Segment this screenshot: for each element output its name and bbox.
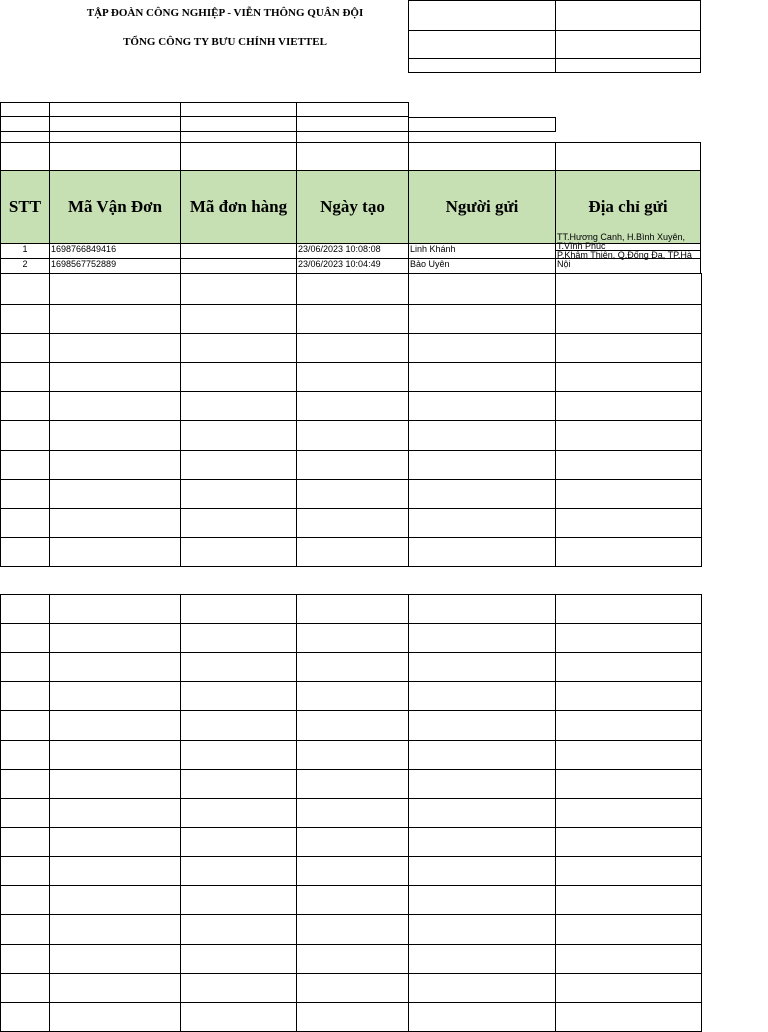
empty-cell — [555, 798, 702, 828]
empty-cell — [555, 594, 702, 624]
empty-cell — [555, 856, 702, 886]
empty-cell — [296, 740, 409, 770]
empty-cell — [0, 333, 50, 363]
empty-cell — [408, 944, 556, 974]
empty-cell — [296, 652, 409, 682]
info-cell — [555, 58, 701, 73]
empty-cell — [555, 652, 702, 682]
empty-cell — [555, 508, 702, 538]
empty-cell — [49, 914, 181, 945]
cell-dia-chi-gui: TT.Hương Canh, H.Bình Xuyên, T.Vĩnh Phúc — [555, 233, 701, 259]
empty-cell — [49, 944, 181, 974]
empty-cell — [555, 479, 702, 509]
empty-cell — [0, 362, 50, 392]
empty-cell — [0, 681, 50, 711]
cell-ma-van-don: 1698567752889 — [49, 258, 181, 274]
grid-cell — [0, 142, 50, 171]
empty-cell — [0, 740, 50, 770]
cell-ma-van-don: 1698766849416 — [49, 243, 181, 259]
empty-cell — [555, 273, 702, 305]
empty-cell — [555, 1002, 702, 1032]
info-cell — [408, 30, 556, 59]
empty-cell — [296, 623, 409, 653]
empty-cell — [49, 362, 181, 392]
empty-cell — [0, 273, 50, 305]
empty-cell — [49, 856, 181, 886]
empty-cell — [296, 973, 409, 1003]
column-header-ma-van-don: Mã Vận Đơn — [49, 170, 181, 244]
empty-cell — [555, 710, 702, 741]
empty-cell — [180, 362, 297, 392]
empty-cell — [180, 681, 297, 711]
grid-cell — [49, 142, 181, 171]
empty-cell — [0, 885, 50, 915]
grid-cell — [49, 116, 181, 132]
empty-cell — [49, 798, 181, 828]
empty-cell — [408, 420, 556, 451]
empty-cell — [180, 769, 297, 799]
cell-nguoi-gui: Bảo Uyên — [408, 258, 556, 274]
empty-cell — [296, 273, 409, 305]
cell-stt: 2 — [0, 258, 50, 274]
empty-cell — [49, 594, 181, 624]
empty-cell — [180, 594, 297, 624]
empty-cell — [296, 508, 409, 538]
empty-cell — [296, 885, 409, 915]
empty-cell — [180, 856, 297, 886]
empty-cell — [296, 710, 409, 741]
empty-cell — [0, 420, 50, 451]
empty-cell — [0, 914, 50, 945]
empty-cell — [49, 740, 181, 770]
empty-cell — [180, 740, 297, 770]
empty-cell — [49, 652, 181, 682]
empty-cell — [408, 450, 556, 480]
empty-cell — [296, 333, 409, 363]
empty-cell — [180, 537, 297, 567]
empty-cell — [180, 623, 297, 653]
empty-cell — [180, 391, 297, 421]
cell-nguoi-gui: Linh Khánh — [408, 243, 556, 259]
empty-cell — [0, 450, 50, 480]
empty-cell — [296, 362, 409, 392]
info-cell — [408, 58, 556, 73]
empty-cell — [296, 450, 409, 480]
grid-cell — [296, 102, 409, 117]
empty-cell — [408, 594, 556, 624]
grid-cell — [180, 142, 297, 171]
empty-cell — [555, 827, 702, 857]
empty-cell — [408, 973, 556, 1003]
info-cell — [555, 30, 701, 59]
empty-cell — [296, 681, 409, 711]
empty-cell — [296, 856, 409, 886]
empty-cell — [555, 944, 702, 974]
empty-cell — [555, 681, 702, 711]
empty-cell — [49, 710, 181, 741]
empty-cell — [180, 304, 297, 334]
empty-cell — [408, 710, 556, 741]
empty-cell — [408, 652, 556, 682]
empty-cell — [555, 304, 702, 334]
empty-cell — [408, 623, 556, 653]
grid-cell — [408, 142, 556, 171]
cell-ngay-tao: 23/06/2023 10:08:08 — [296, 243, 409, 259]
empty-cell — [408, 769, 556, 799]
cell-ngay-tao: 23/06/2023 10:04:49 — [296, 258, 409, 274]
empty-cell — [49, 1002, 181, 1032]
grid-cell — [296, 116, 409, 132]
grid-cell — [0, 102, 50, 117]
empty-cell — [0, 623, 50, 653]
empty-cell — [408, 1002, 556, 1032]
empty-cell — [49, 508, 181, 538]
empty-cell — [49, 391, 181, 421]
empty-cell — [408, 827, 556, 857]
empty-cell — [0, 391, 50, 421]
empty-cell — [0, 304, 50, 334]
empty-cell — [0, 798, 50, 828]
empty-cell — [0, 827, 50, 857]
empty-cell — [555, 914, 702, 945]
grid-cell — [180, 102, 297, 117]
empty-cell — [0, 508, 50, 538]
empty-cell — [49, 885, 181, 915]
empty-cell — [180, 827, 297, 857]
empty-cell — [180, 479, 297, 509]
empty-cell — [408, 537, 556, 567]
empty-cell — [555, 420, 702, 451]
empty-cell — [0, 710, 50, 741]
empty-cell — [408, 740, 556, 770]
grid-cell — [49, 102, 181, 117]
org-name-line1: TẬP ĐOÀN CÔNG NGHIỆP - VIỄN THÔNG QUÂN ĐỘI — [86, 7, 364, 19]
cell-stt: 1 — [0, 243, 50, 259]
empty-cell — [180, 710, 297, 741]
empty-cell — [555, 391, 702, 421]
empty-cell — [555, 769, 702, 799]
empty-cell — [49, 304, 181, 334]
empty-cell — [555, 623, 702, 653]
org-name-line2: TỔNG CÔNG TY BƯU CHÍNH VIETTEL — [123, 36, 327, 48]
empty-cell — [0, 769, 50, 799]
empty-cell — [0, 973, 50, 1003]
empty-cell — [180, 973, 297, 1003]
grid-cell — [555, 142, 701, 171]
empty-cell — [555, 885, 702, 915]
empty-cell — [180, 798, 297, 828]
empty-cell — [408, 508, 556, 538]
empty-cell — [180, 914, 297, 945]
empty-cell — [180, 1002, 297, 1032]
empty-cell — [49, 827, 181, 857]
empty-cell — [555, 973, 702, 1003]
empty-cell — [408, 914, 556, 945]
info-cell — [555, 0, 701, 31]
empty-cell — [49, 681, 181, 711]
empty-cell — [0, 537, 50, 567]
cell-dia-chi-gui: P.Khâm Thiên, Q.Đống Đa, TP.Hà Nội — [555, 250, 701, 274]
cell-ma-don-hang — [180, 243, 297, 259]
empty-cell — [0, 944, 50, 974]
empty-cell — [555, 537, 702, 567]
empty-cell — [180, 885, 297, 915]
empty-cell — [0, 479, 50, 509]
empty-cell — [296, 391, 409, 421]
column-header-ngay-tao: Ngày tạo — [296, 170, 409, 244]
empty-cell — [296, 594, 409, 624]
empty-cell — [180, 652, 297, 682]
empty-cell — [555, 450, 702, 480]
empty-cell — [49, 769, 181, 799]
empty-cell — [49, 420, 181, 451]
empty-cell — [296, 798, 409, 828]
empty-cell — [408, 798, 556, 828]
empty-cell — [408, 333, 556, 363]
empty-cell — [49, 450, 181, 480]
empty-cell — [0, 652, 50, 682]
empty-cell — [296, 420, 409, 451]
empty-cell — [408, 479, 556, 509]
empty-cell — [555, 740, 702, 770]
empty-cell — [296, 944, 409, 974]
info-cell — [408, 0, 556, 31]
column-header-stt: STT — [0, 170, 50, 244]
empty-cell — [296, 1002, 409, 1032]
empty-cell — [180, 273, 297, 305]
empty-cell — [49, 537, 181, 567]
column-header-ma-don-hang: Mã đơn hàng — [180, 170, 297, 244]
empty-cell — [408, 681, 556, 711]
empty-cell — [296, 479, 409, 509]
empty-cell — [296, 827, 409, 857]
empty-cell — [49, 273, 181, 305]
empty-cell — [408, 273, 556, 305]
empty-cell — [408, 856, 556, 886]
grid-cell — [180, 116, 297, 132]
empty-cell — [0, 856, 50, 886]
empty-cell — [49, 333, 181, 363]
empty-cell — [180, 333, 297, 363]
empty-cell — [296, 537, 409, 567]
empty-cell — [408, 885, 556, 915]
empty-cell — [296, 304, 409, 334]
empty-cell — [49, 479, 181, 509]
grid-cell — [0, 116, 50, 132]
column-header-dia-chi-gui: Địa chỉ gửi — [555, 170, 701, 244]
empty-cell — [180, 508, 297, 538]
column-header-nguoi-gui: Người gửi — [408, 170, 556, 244]
grid-cell — [296, 142, 409, 171]
empty-cell — [180, 450, 297, 480]
empty-cell — [408, 362, 556, 392]
empty-cell — [49, 623, 181, 653]
empty-cell — [555, 333, 702, 363]
empty-cell — [180, 944, 297, 974]
empty-cell — [408, 304, 556, 334]
empty-cell — [555, 362, 702, 392]
empty-cell — [296, 914, 409, 945]
empty-cell — [0, 594, 50, 624]
empty-cell — [296, 769, 409, 799]
empty-cell — [408, 391, 556, 421]
empty-cell — [49, 973, 181, 1003]
empty-cell — [0, 1002, 50, 1032]
cell-ma-don-hang — [180, 258, 297, 274]
grid-cell — [408, 117, 556, 132]
empty-cell — [180, 420, 297, 451]
